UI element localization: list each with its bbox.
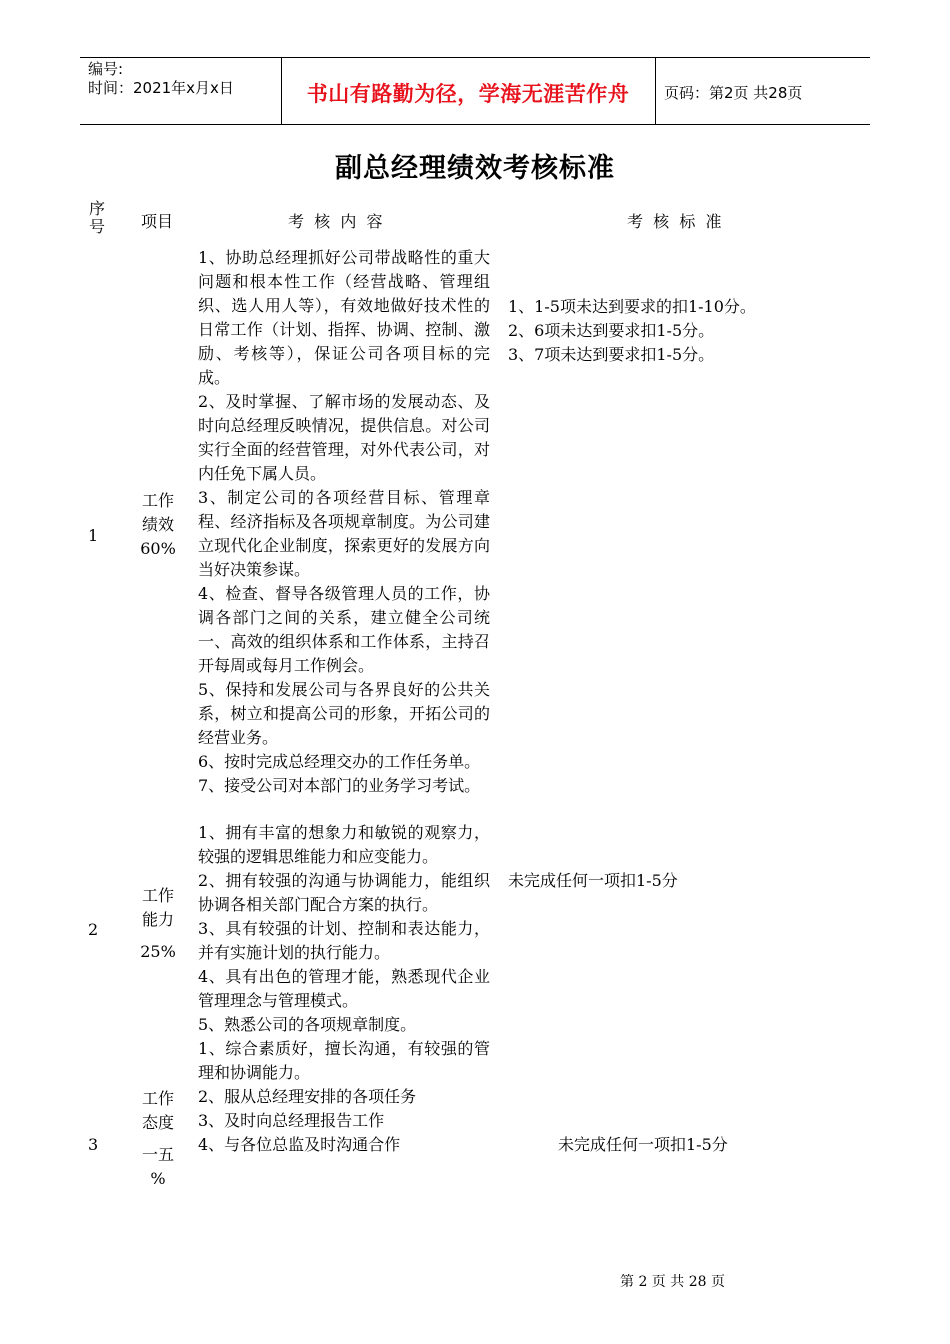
row-3-standard xyxy=(558,1133,818,1157)
row-3-item-line: 态度 xyxy=(141,1113,174,1132)
row-2-content-item: 1、拥有丰富的想象力和敏锐的观察力，较强的逻辑思维能力和应变能力。 xyxy=(198,823,490,866)
row-1-item-weight: 60% xyxy=(140,539,176,558)
row-1-content xyxy=(198,246,490,798)
column-header-standard: 考 核 标 准 xyxy=(627,212,722,231)
column-header-index xyxy=(86,200,108,236)
row-1-content-item: 4、检查、督导各级管理人员的工作，协调各部门之间的关系，建立健全公司统一、高效的组织体系和工作体系，主持召开每周或每月工作例会。 xyxy=(198,584,490,675)
row-1-item xyxy=(136,489,180,561)
row-3-item xyxy=(136,1087,180,1191)
row-2-item-line: 工作 xyxy=(141,886,174,905)
row-3-content-item: 4、与各位总监及时沟通合作 xyxy=(198,1135,401,1154)
row-1-content-item: 2、及时掌握、了解市场的发展动态、及时向总经理反映情况，提供信息。对公司实行全面的经营管理，对外代表公司，对内任免下属人员。 xyxy=(198,392,490,483)
row-2-standard-item: 未完成任何一项扣1-5分 xyxy=(508,871,678,890)
row-1-content-item: 3、制定公司的各项经营目标、管理章程、经济指标及各项规章制度。为公司建立现代化企业制度，探索更好的发展方向当好决策参谋。 xyxy=(198,488,490,579)
row-1-content-item: 5、保持和发展公司与各界良好的公共关系，树立和提高公司的形象，开拓公司的经营业务。 xyxy=(198,680,490,747)
row-1-content-item: 6、按时完成总经理交办的工作任务单。 xyxy=(198,752,481,771)
header-page-code: 页码：第2页 共28页 xyxy=(664,84,803,102)
header-bottom-rule xyxy=(80,124,870,125)
row-1-content-item: 7、接受公司对本部门的业务学习考试。 xyxy=(198,776,481,795)
row-2-content xyxy=(198,821,490,1037)
row-2-content-item: 3、具有较强的计划、控制和表达能力，并有实施计划的执行能力。 xyxy=(198,919,490,962)
row-2-standard xyxy=(508,869,808,893)
row-2-item-weight: 25% xyxy=(140,942,176,961)
row-3-standard-item: 未完成任何一项扣1-5分 xyxy=(558,1135,728,1154)
row-1-standard-item: 2、6项未达到要求扣1-5分。 xyxy=(508,321,715,340)
row-1-index: 1 xyxy=(88,526,99,545)
page-footer: 第 2 页 共 28 页 xyxy=(620,1274,725,1290)
row-3-content xyxy=(198,1037,490,1157)
row-3-item-weight: % xyxy=(150,1169,166,1188)
row-3-content-item: 3、及时向总经理报告工作 xyxy=(198,1111,385,1130)
header-top-rule xyxy=(80,57,870,58)
column-header-index-text: 序号 xyxy=(88,199,105,236)
row-3-content-item: 1、综合素质好，擅长沟通，有较强的管理和协调能力。 xyxy=(198,1039,490,1082)
row-1-standard-item: 3、7项未达到要求扣1-5分。 xyxy=(508,345,715,364)
column-header-item: 项目 xyxy=(141,212,174,231)
row-2-item xyxy=(136,884,180,964)
row-3-content-item: 2、服从总经理安排的各项任务 xyxy=(198,1087,417,1106)
row-1-standard xyxy=(508,295,808,367)
header-divider-right xyxy=(655,57,656,124)
row-1-item-line: 绩效 xyxy=(141,515,174,534)
row-1-standard-item: 1、1-5项未达到要求的扣1-10分。 xyxy=(508,297,756,316)
row-3-item-weight: 一五 xyxy=(141,1145,174,1164)
document-number-label: 编号: xyxy=(88,60,124,78)
document-time-label: 时间：2021年x月x日 xyxy=(88,79,234,97)
row-1-item-line: 工作 xyxy=(141,491,174,510)
row-2-index: 2 xyxy=(88,920,99,939)
header-meta xyxy=(88,60,234,98)
row-1-content-item: 1、协助总经理抓好公司带战略性的重大问题和根本性工作（经营战略、管理组织、选人用人等），有效地做好技术性的日常工作（计划、指挥、协调、控制、激励、考核等），保证公司各项目标的完成。 xyxy=(198,248,490,387)
row-2-content-item: 2、拥有较强的沟通与协调能力，能组织协调各相关部门配合方案的执行。 xyxy=(198,871,490,914)
page-title: 副总经理绩效考核标准 xyxy=(335,153,615,184)
row-2-content-item: 5、熟悉公司的各项规章制度。 xyxy=(198,1015,417,1034)
row-3-item-line: 工作 xyxy=(141,1089,174,1108)
row-3-index: 3 xyxy=(88,1135,99,1154)
header-motto: 书山有路勤为径，学海无涯苦作舟 xyxy=(306,82,630,106)
row-2-content-item: 4、具有出色的管理才能，熟悉现代企业管理理念与管理模式。 xyxy=(198,967,490,1010)
row-2-item-line: 能力 xyxy=(141,910,174,929)
column-header-content: 考 核 内 容 xyxy=(288,212,383,231)
